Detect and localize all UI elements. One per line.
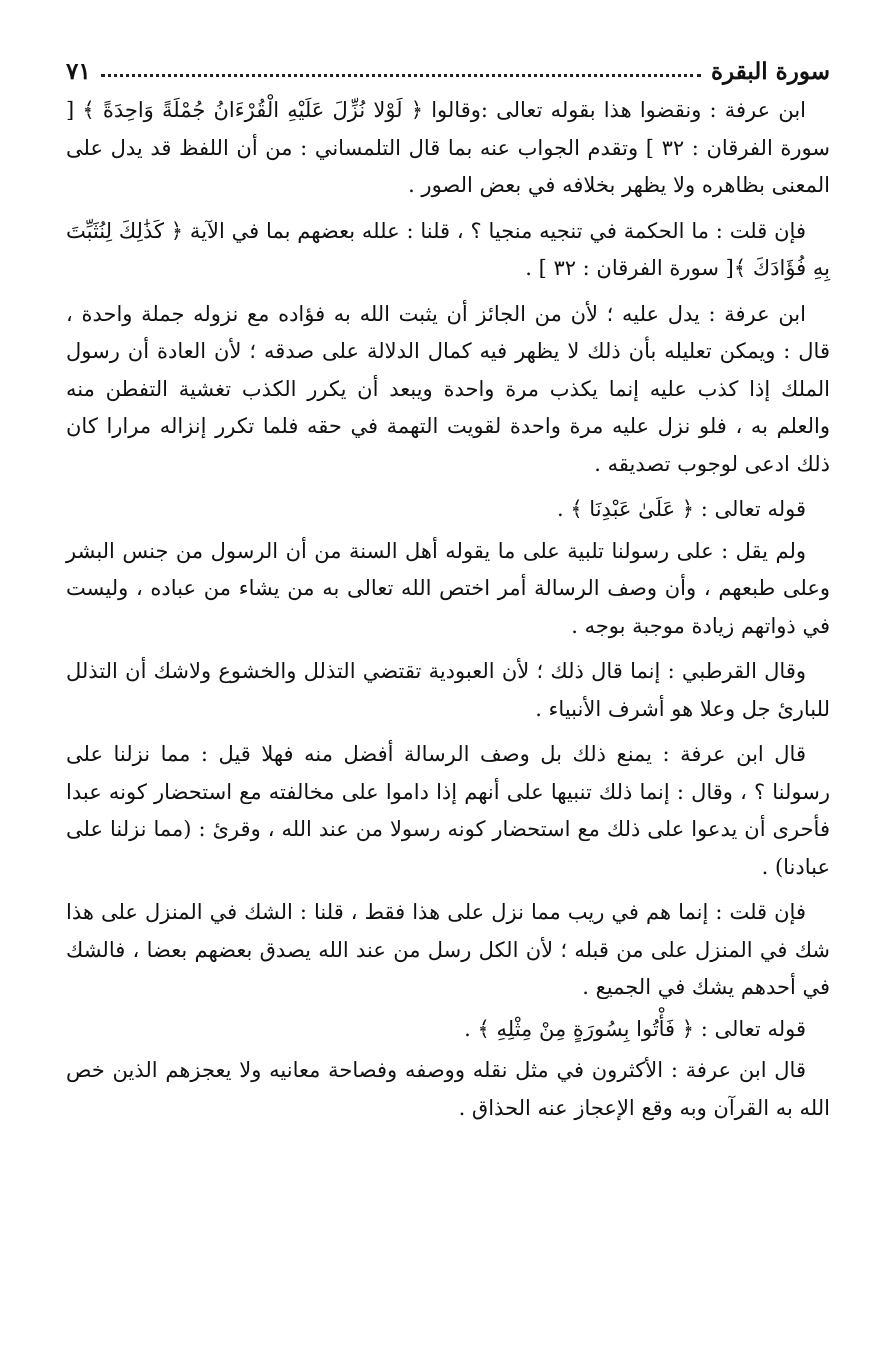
paragraph-question-wisdom: فإن قلت : ما الحكمة في تنجيه منجيا ؟ ، قلنا : علله بعضهم بما في الآية ﴿ كَذَٰلِكَ لِنُثَبِّتَ بِهِ فُؤَادَكَ ﴾[ سورة الفرقان : ٣٢ ] . bbox=[66, 218, 830, 280]
paragraph-rasulina: ولم يقل : على رسولنا تلبية على ما يقوله أهل السنة من أن الرسول من جنس البشر وعلى طبعهم ، وأن وصف الرسالة أمر اختص الله تعالى به من يشاء من عباده ، وليست في ذواتهم زيادة موجبة بوجه . bbox=[66, 538, 830, 638]
surah-title: سورة البقرة bbox=[710, 57, 830, 85]
paragraph-ibn-arafa-2: ابن عرفة : يدل عليه ؛ لأن من الجائز أن يثبت الله به فؤاده مع نزوله جملة واحدة ، قال : ويمكن تعليله بأن ذلك لا يظهر فيه كمال الدلالة على صدقه ؛ لأن العادة أن رسول الملك إذا كذب عليه إنما يكذب مرة واحدة ويبعد أن يكرر الكذب تغشية التفطن منه والعلم به ، فلو نزل عليه مرة واحدة لقويت التهمة في حقه فلما تكرر إنزاله مرارا كان ذلك ادعى لوجوب تصديقه . bbox=[66, 301, 830, 476]
page-number: ٧١ bbox=[66, 57, 91, 85]
page-header bbox=[66, 50, 830, 92]
paragraph-doubt: فإن قلت : إنما هم في ريب مما نزل على هذا فقط ، قلنا : الشك في المنزل على هذا شك في المنزل على من قبله ؛ لأن الكل رسل من عند الله يصدق بعضهم بعضا ، فالشك في أحدهم يشك في الجميع . bbox=[66, 900, 830, 999]
paragraph-ibn-arafa-3: قال ابن عرفة : يمنع ذلك بل وصف الرسالة أفضل منه فهلا قيل : مما نزلنا على رسولنا ؟ ، وقال : إنما ذلك تنبيها على أنهم إذا داموا على مخالفته مع استحضار كونه عبدا فأحرى أن يدعوا على ذلك مع استحضار كونه رسولا من عند الله ، وقرئ : (مما نزلنا على عبادنا) . bbox=[66, 742, 830, 879]
paragraph-ibn-arafa-4: قال ابن عرفة : الأكثرون في مثل نقله ووصفه وفصاحة معانيه ولا يعجزهم الذين خص الله به القرآن وبه وقع الإعجاز عنه الحذاق . bbox=[66, 1058, 830, 1120]
paragraph-verse-abdina: قوله تعالى : ﴿ عَلَىٰ عَبْدِنَا ﴾ . bbox=[556, 497, 806, 521]
paragraph-verse-surah: قوله تعالى : ﴿ فَأْتُوا بِسُورَةٍ مِنْ مِثْلِهِ ﴾ . bbox=[464, 1016, 806, 1041]
header-dotted-leader bbox=[101, 74, 701, 77]
paragraph-qurtubi: وقال القرطبي : إنما قال ذلك ؛ لأن العبودية تقتضي التذلل والخشوع ولاشك أن التذلل للبارئ جل وعلا هو أشرف الأنبياء . bbox=[66, 659, 830, 721]
paragraph-ibn-arafa-1: ابن عرفة : ونقضوا هذا بقوله تعالى :وقالوا ﴿ لَوْلا نُزِّلَ عَلَيْهِ الْقُرْءَانُ جُمْلَةً وَاحِدَةً ﴾ [ سورة الفرقان : ٣٢ ] وتقدم الجواب عنه بما قال التلمساني : من أن اللفظ قد يدل على المعنى بظاهره ولا يظهر بخلافه في بعض الصور . bbox=[66, 98, 830, 197]
book-page bbox=[66, 50, 830, 1135]
